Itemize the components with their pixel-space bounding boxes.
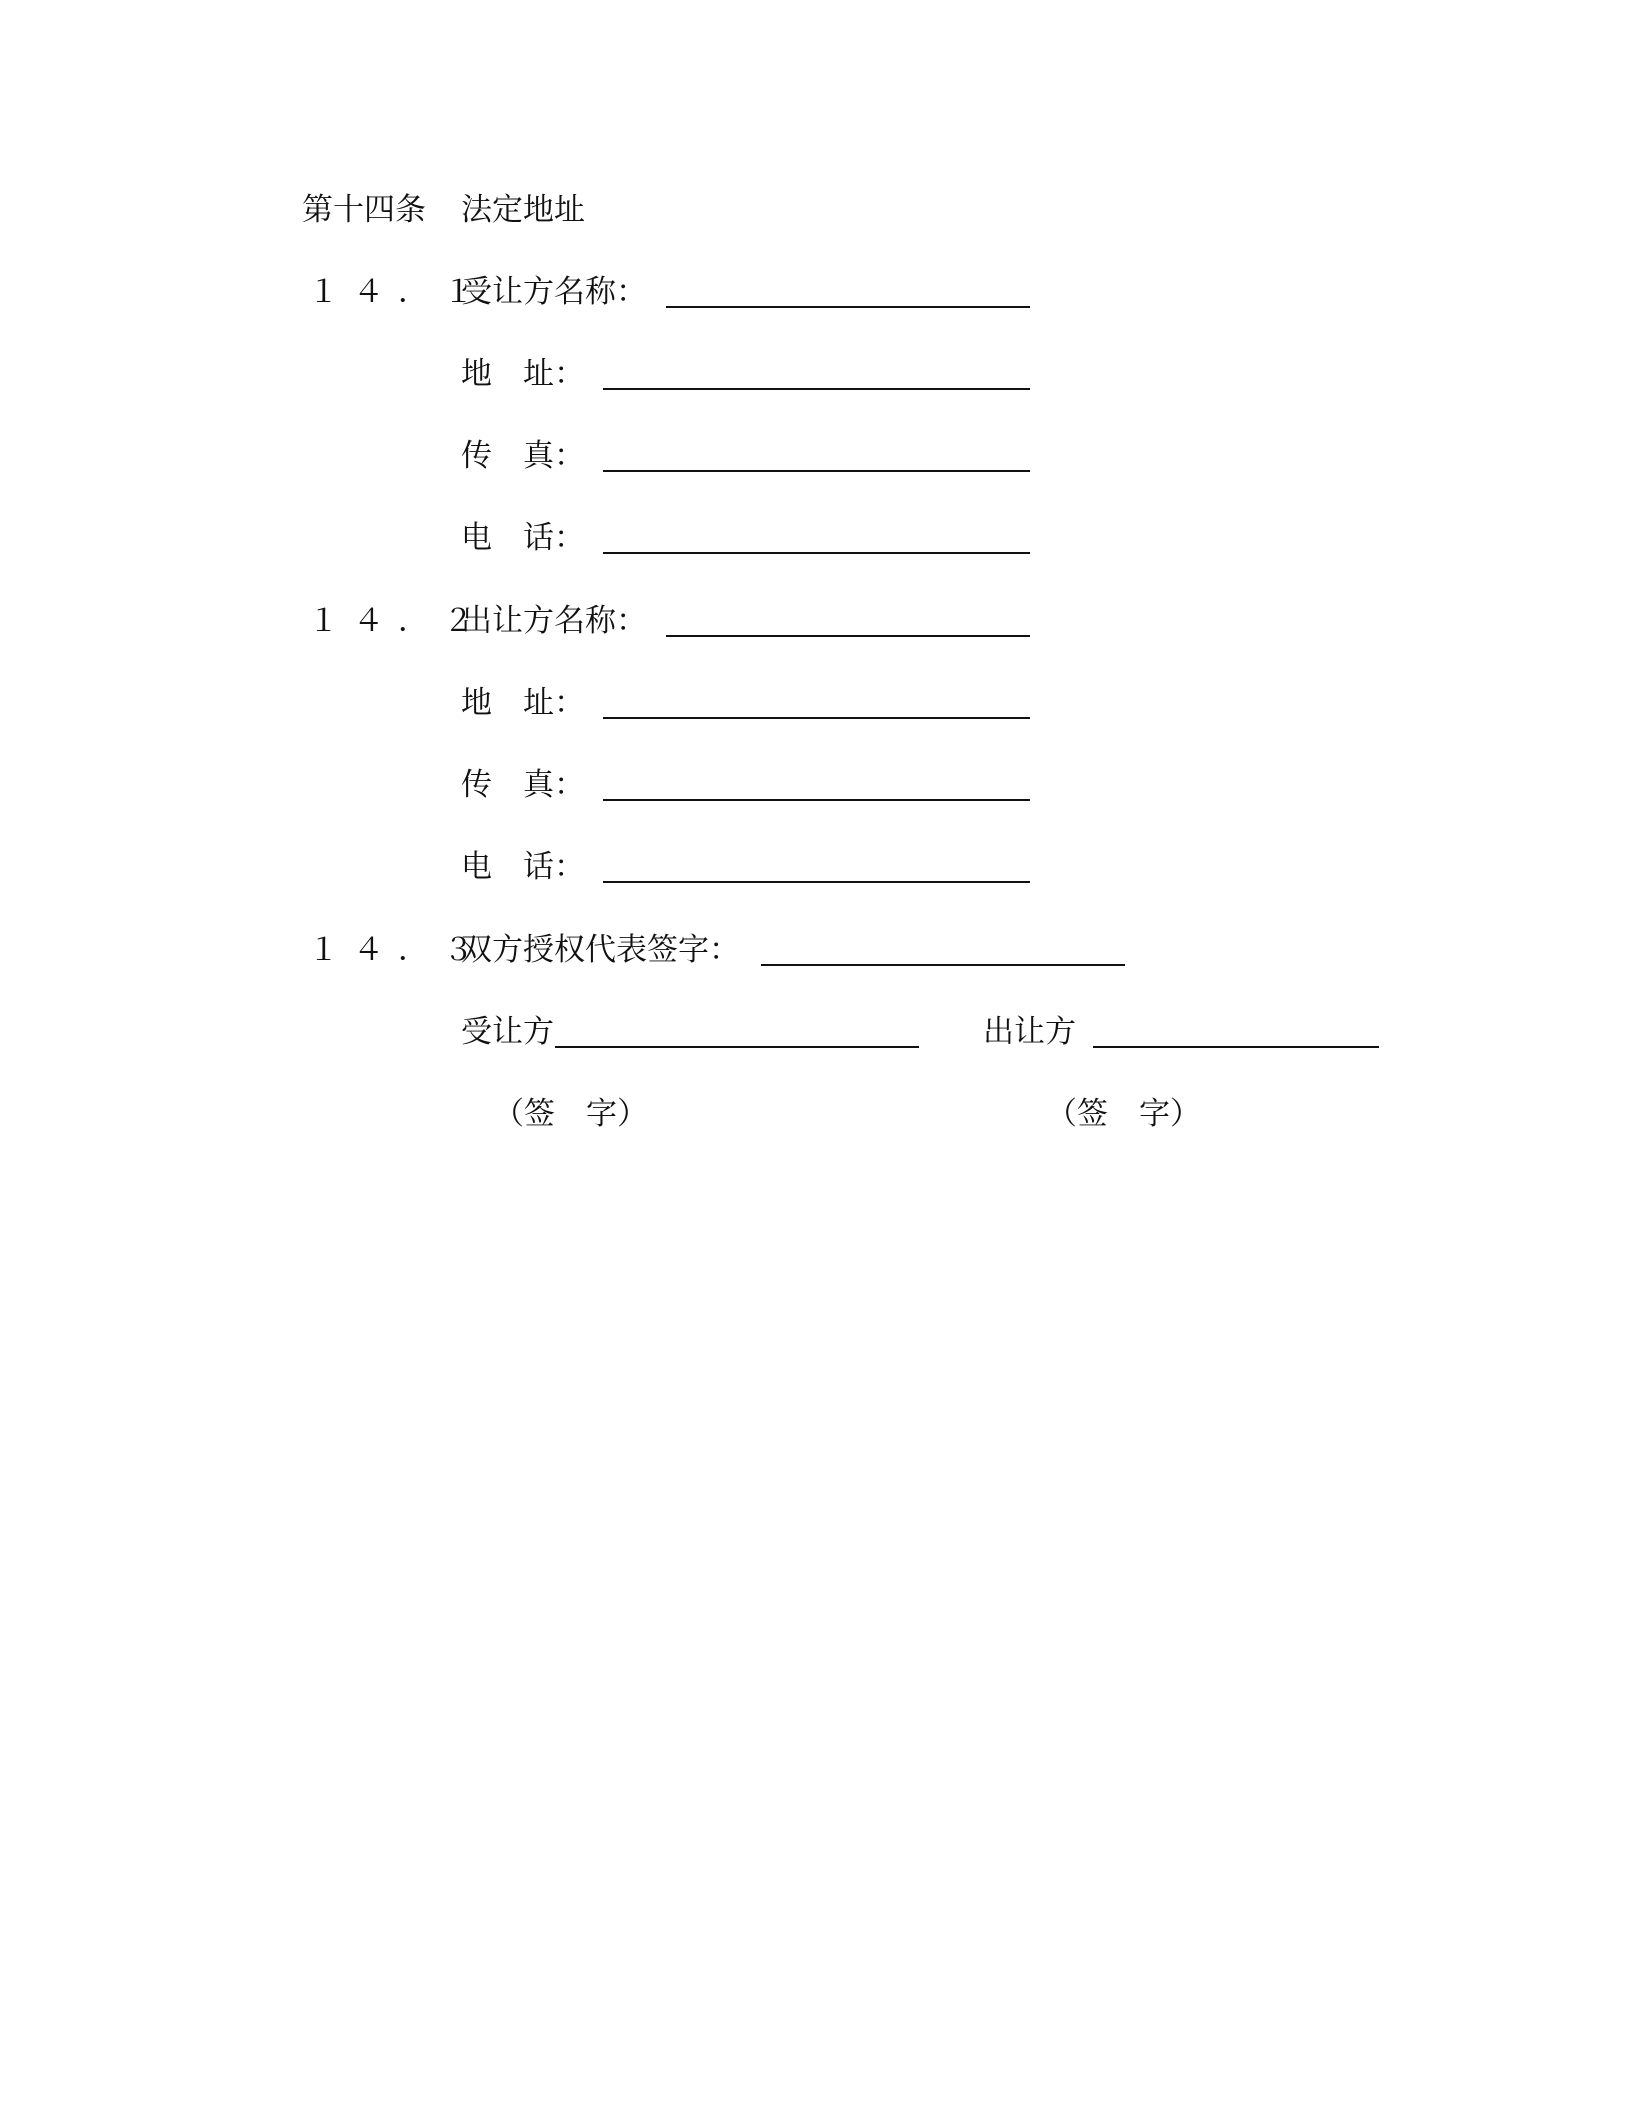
grantee-signature-blank[interactable]: [555, 1046, 919, 1048]
section-number: １４．２: [308, 603, 488, 639]
grantee-address-label: 地 址：: [461, 356, 585, 392]
grantee-signature-label: 受让方: [461, 1014, 554, 1050]
grantor-sign-note: （签 字）: [1046, 1096, 1201, 1132]
grantee-sign-note: （签 字）: [493, 1096, 648, 1132]
grantee-address-blank[interactable]: [603, 388, 1030, 390]
grantor-address-label: 地 址：: [461, 685, 585, 721]
grantor-address-blank[interactable]: [603, 717, 1030, 719]
grantor-phone-label: 电 话：: [461, 849, 585, 885]
grantor-fax-label: 传 真：: [461, 767, 585, 803]
grantor-signature-blank[interactable]: [1093, 1046, 1379, 1048]
grantee-fax-blank[interactable]: [603, 470, 1030, 472]
article-title: 法定地址: [461, 192, 585, 228]
article-number: 第十四条: [302, 192, 426, 228]
section-number: １４．３: [308, 932, 488, 968]
grantee-phone-blank[interactable]: [603, 552, 1030, 554]
grantee-phone-label: 电 话：: [461, 520, 585, 556]
grantor-signature-label: 出让方: [983, 1014, 1076, 1050]
grantor-phone-blank[interactable]: [603, 881, 1030, 883]
grantor-fax-blank[interactable]: [603, 799, 1030, 801]
signature-label: 双方授权代表签字：: [461, 932, 740, 968]
grantor-name-blank[interactable]: [666, 635, 1030, 637]
section-number: １４．１: [308, 274, 488, 310]
grantee-fax-label: 传 真：: [461, 438, 585, 474]
grantor-name-label: 出让方名称：: [461, 603, 647, 639]
signature-blank[interactable]: [761, 964, 1125, 966]
grantee-name-label: 受让方名称：: [461, 274, 647, 310]
grantee-name-blank[interactable]: [666, 306, 1030, 308]
